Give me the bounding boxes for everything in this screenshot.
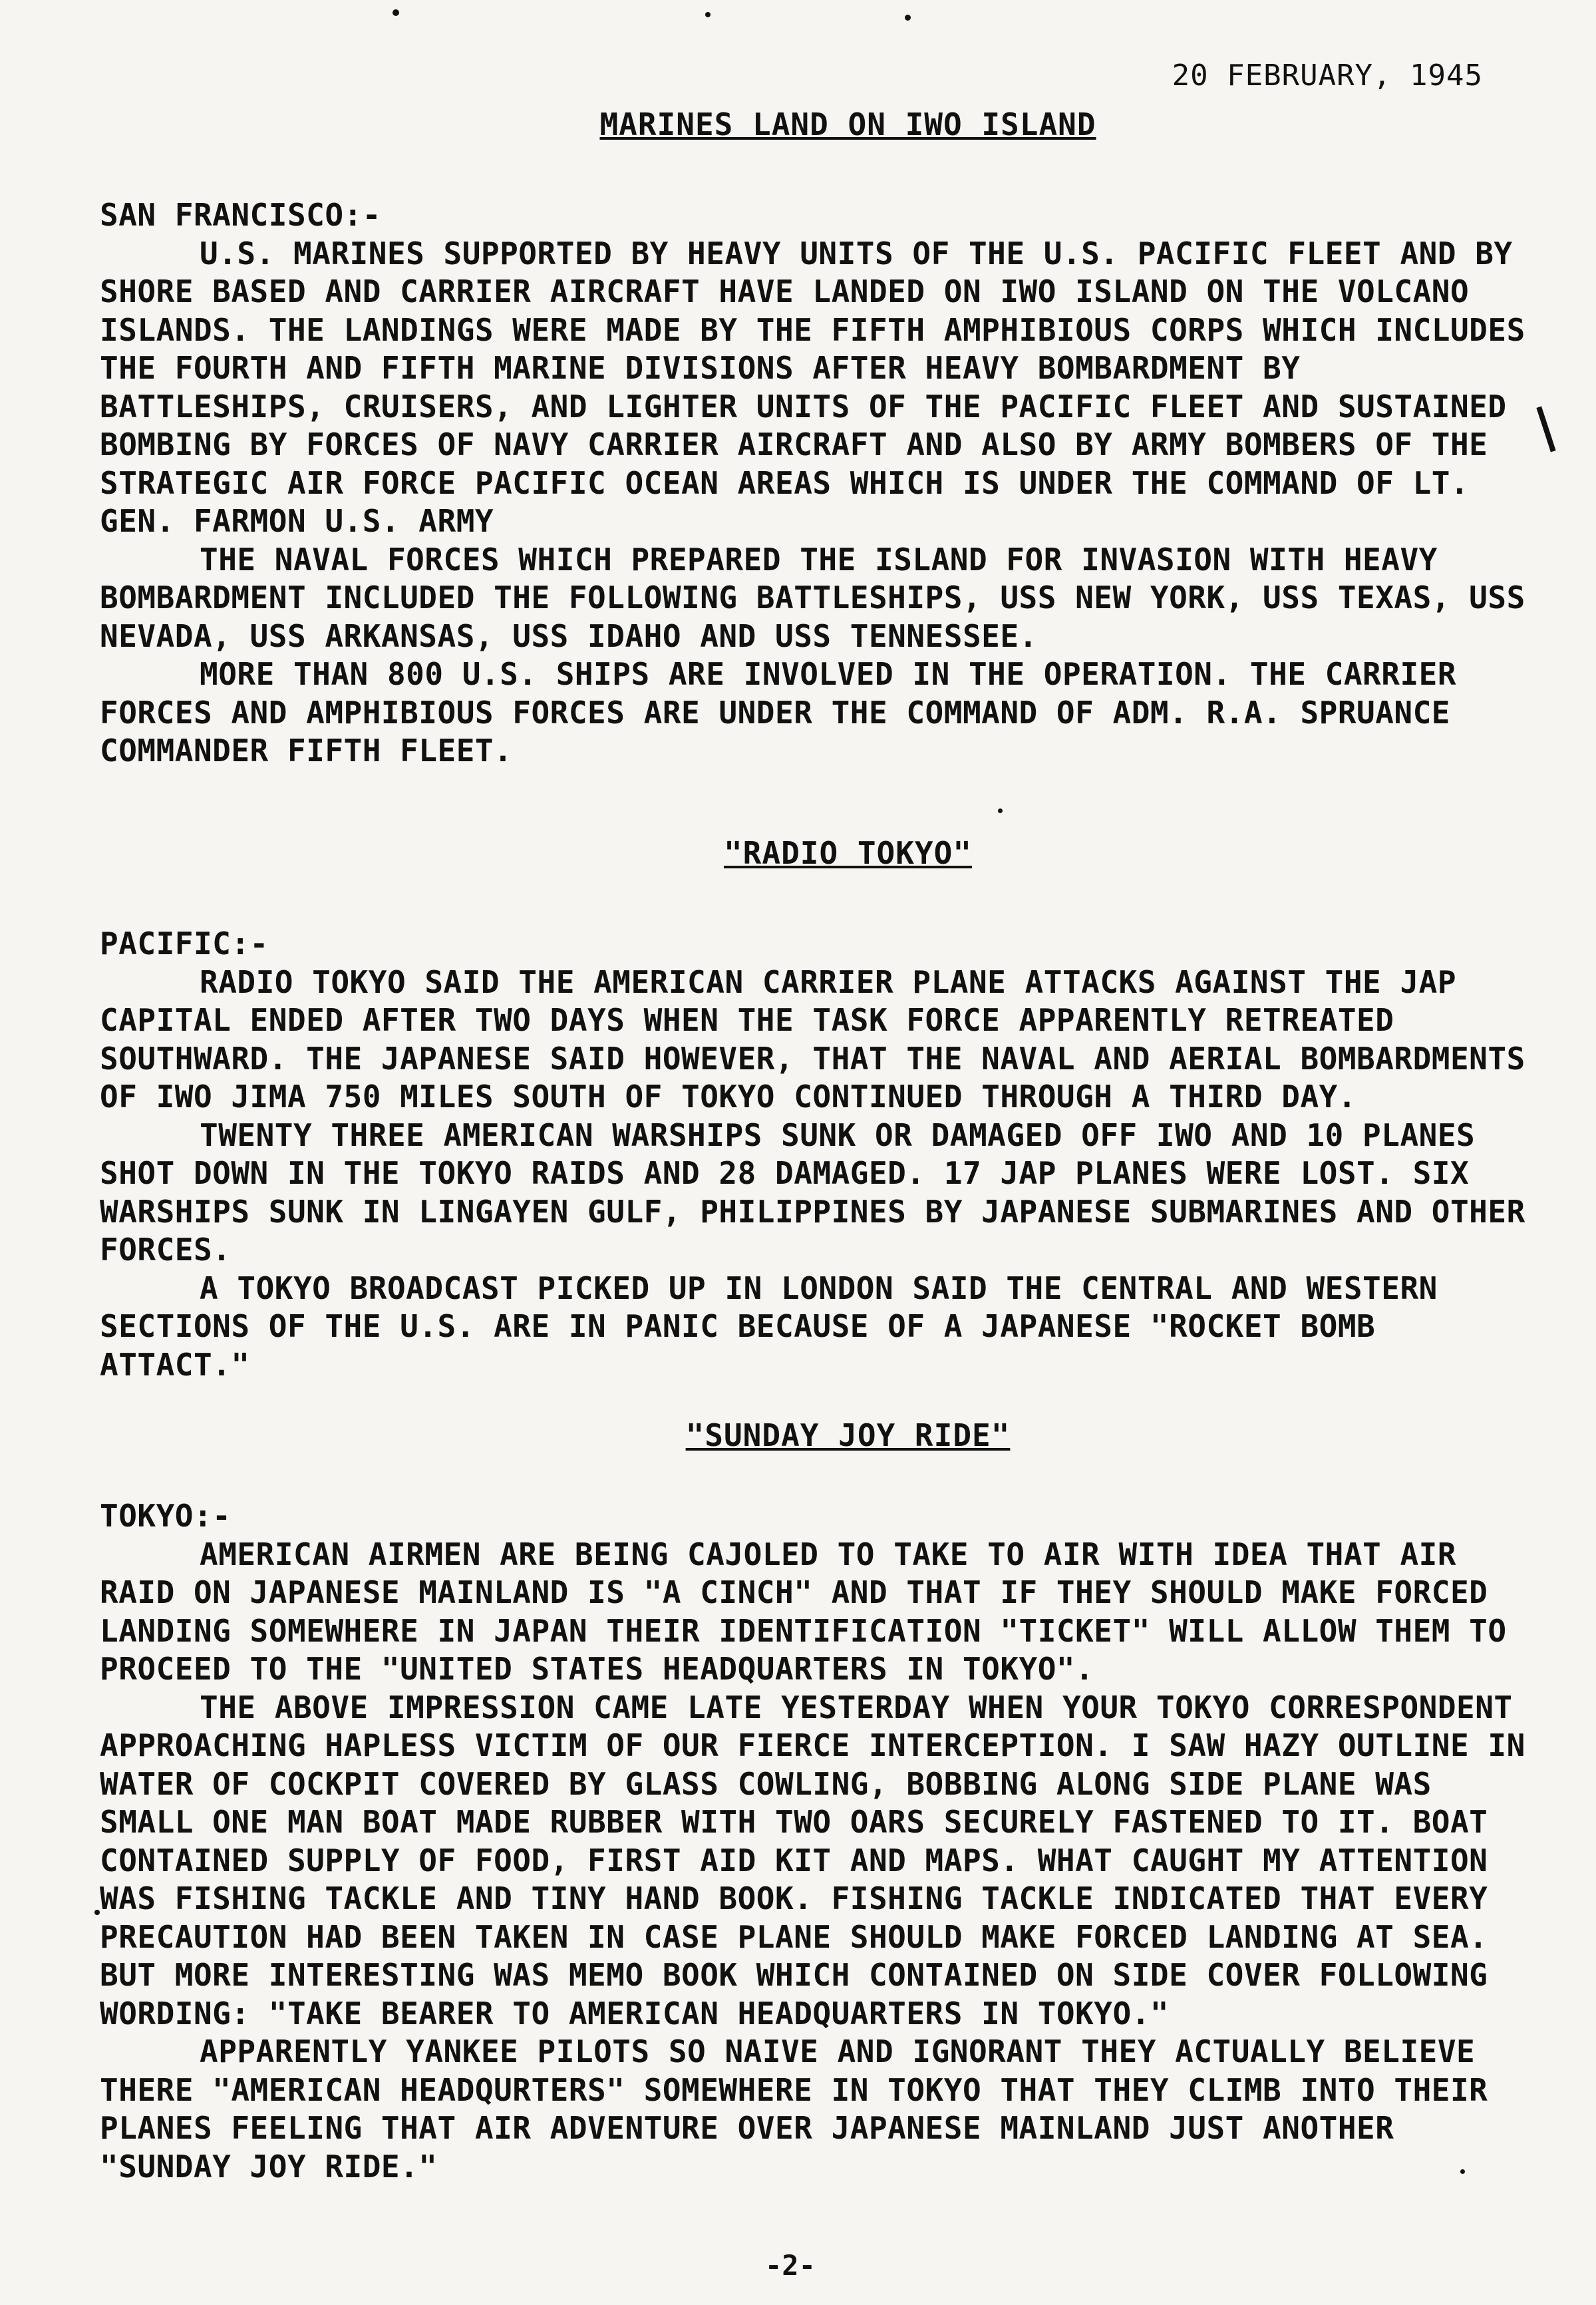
scan-speck bbox=[998, 808, 1003, 813]
article-title-marines: MARINES LAND ON IWO ISLAND bbox=[599, 106, 1096, 142]
article-radio-tokyo bbox=[100, 925, 1530, 1384]
article-paragraph: THE ABOVE IMPRESSION CAME LATE YESTERDAY WHEN YOUR TOKYO CORRESPONDENT APPROACHING HAPLESS VICTIM OF OUR FIERCE INTERCEPTION. I SAW HAZY OUTLINE IN WATER OF COCKPIT COVERED BY GLASS COWLING, BOBBING ALONG SIDE PLANE WAS SMALL ONE MAN BOAT MADE RUBBER WITH TWO OARS SECURELY FASTENED TO IT. BOAT CONTAINED SUPPLY OF FOOD, FIRST AID KIT AND MAPS. WHAT CAUGHT MY ATTENTION WAS FISHING TACKLE AND TINY HAND BOOK. FISHING TACKLE INDICATED THAT EVERY PRECAUTION HAD BEEN TAKEN IN CASE PLANE SHOULD MAKE FORCED LANDING AT SEA. BUT MORE INTERESTING WAS MEMO BOOK WHICH CONTAINED ON SIDE COVER FOLLOWING WORDING: "TAKE BEARER TO AMERICAN HEADQUARTERS IN TOKYO." bbox=[100, 1689, 1525, 2032]
article-sunday-joy-ride bbox=[100, 1497, 1530, 2186]
article-title-sunday-joy-ride: "SUNDAY JOY RIDE" bbox=[685, 1417, 1011, 1453]
dateline-tokyo: TOKYO:- bbox=[100, 1498, 232, 1534]
article-paragraph: MORE THAN 800 U.S. SHIPS ARE INVOLVED IN THE OPERATION. THE CARRIER FORCES AND AMPHIBIOUS FORCES ARE UNDER THE COMMAND OF ADM. R.A. SPRUANCE COMMANDER FIFTH FLEET. bbox=[100, 656, 1457, 769]
page-number: -2- bbox=[765, 2249, 816, 2282]
scan-speck bbox=[1460, 2169, 1465, 2174]
article-paragraph: A TOKYO BROADCAST PICKED UP IN LONDON SAID THE CENTRAL AND WESTERN SECTIONS OF THE U.S. ARE IN PANIC BECAUSE OF A JAPANESE "ROCKET BOMB ATTACT." bbox=[100, 1270, 1438, 1383]
article-paragraph: U.S. MARINES SUPPORTED BY HEAVY UNITS OF THE U.S. PACIFIC FLEET AND BY SHORE BASED AND CARRIER AIRCRAFT HAVE LANDED ON IWO ISLAND ON THE VOLCANO ISLANDS. THE LANDINGS WERE MADE BY THE FIFTH AMPHIBIOUS CORPS WHICH INCLUDES THE FOURTH AND FIFTH MARINE DIVISIONS AFTER HEAVY BOMBARDMENT BY BATTLESHIPS, CRUISERS, AND LIGHTER UNITS OF THE PACIFIC FLEET AND SUSTAINED BOMBING BY FORCES OF NAVY CARRIER AIRCRAFT AND ALSO BY ARMY BOMBERS OF THE STRATEGIC AIR FORCE PACIFIC OCEAN AREAS WHICH IS UNDER THE COMMAND OF LT. GEN. FARMON U.S. ARMY bbox=[100, 235, 1525, 539]
article-paragraph: TWENTY THREE AMERICAN WARSHIPS SUNK OR DAMAGED OFF IWO AND 10 PLANES SHOT DOWN IN THE TOKYO RAIDS AND 28 DAMAGED. 17 JAP PLANES WERE LOST. SIX WARSHIPS SUNK IN LINGAYEN GULF, PHILIPPINES BY JAPANESE SUBMARINES AND OTHER FORCES. bbox=[100, 1117, 1525, 1268]
article-paragraph: THE NAVAL FORCES WHICH PREPARED THE ISLAND FOR INVASION WITH HEAVY BOMBARDMENT INCLUDED THE FOLLOWING BATTLESHIPS, USS NEW YORK, USS TEXAS, USS NEVADA, USS ARKANSAS, USS IDAHO AND USS TENNESSEE. bbox=[100, 541, 1525, 654]
article-marines bbox=[100, 196, 1530, 771]
scan-speck bbox=[905, 15, 911, 21]
dateline-san-francisco: SAN FRANCISCO:- bbox=[100, 197, 381, 233]
document-date: 20 FEBRUARY, 1945 bbox=[1172, 59, 1483, 92]
article-paragraph: APPARENTLY YANKEE PILOTS SO NAIVE AND IGNORANT THEY ACTUALLY BELIEVE THERE "AMERICAN HEADQURTERS" SOMEWHERE IN TOKYO THAT THEY CLIMB INTO THEIR PLANES FEELING THAT AIR ADVENTURE OVER JAPANESE MAINLAND JUST ANOTHER "SUNDAY JOY RIDE." bbox=[100, 2034, 1488, 2185]
article-title-radio-tokyo: "RADIO TOKYO" bbox=[723, 835, 973, 871]
margin-mark bbox=[1536, 406, 1555, 452]
dateline-pacific: PACIFIC:- bbox=[100, 926, 269, 962]
article-paragraph: AMERICAN AIRMEN ARE BEING CAJOLED TO TAKE TO AIR WITH IDEA THAT AIR RAID ON JAPANESE MAINLAND IS "A CINCH" AND THAT IF THEY SHOULD MAKE FORCED LANDING SOMEWHERE IN JAPAN THEIR IDENTIFICATION "TICKET" WILL ALLOW THEM TO PROCEED TO THE "UNITED STATES HEADQUARTERS IN TOKYO". bbox=[100, 1536, 1507, 1687]
scan-speck bbox=[705, 12, 711, 17]
article-paragraph: RADIO TOKYO SAID THE AMERICAN CARRIER PLANE ATTACKS AGAINST THE JAP CAPITAL ENDED AFTER TWO DAYS WHEN THE TASK FORCE APPARENTLY RETREATED SOUTHWARD. THE JAPANESE SAID HOWEVER, THAT THE NAVAL AND AERIAL BOMBARDMENTS OF IWO JIMA 750 MILES SOUTH OF TOKYO CONTINUED THROUGH A THIRD DAY. bbox=[100, 964, 1525, 1115]
scan-speck bbox=[393, 9, 399, 16]
scan-speck bbox=[94, 1910, 100, 1915]
